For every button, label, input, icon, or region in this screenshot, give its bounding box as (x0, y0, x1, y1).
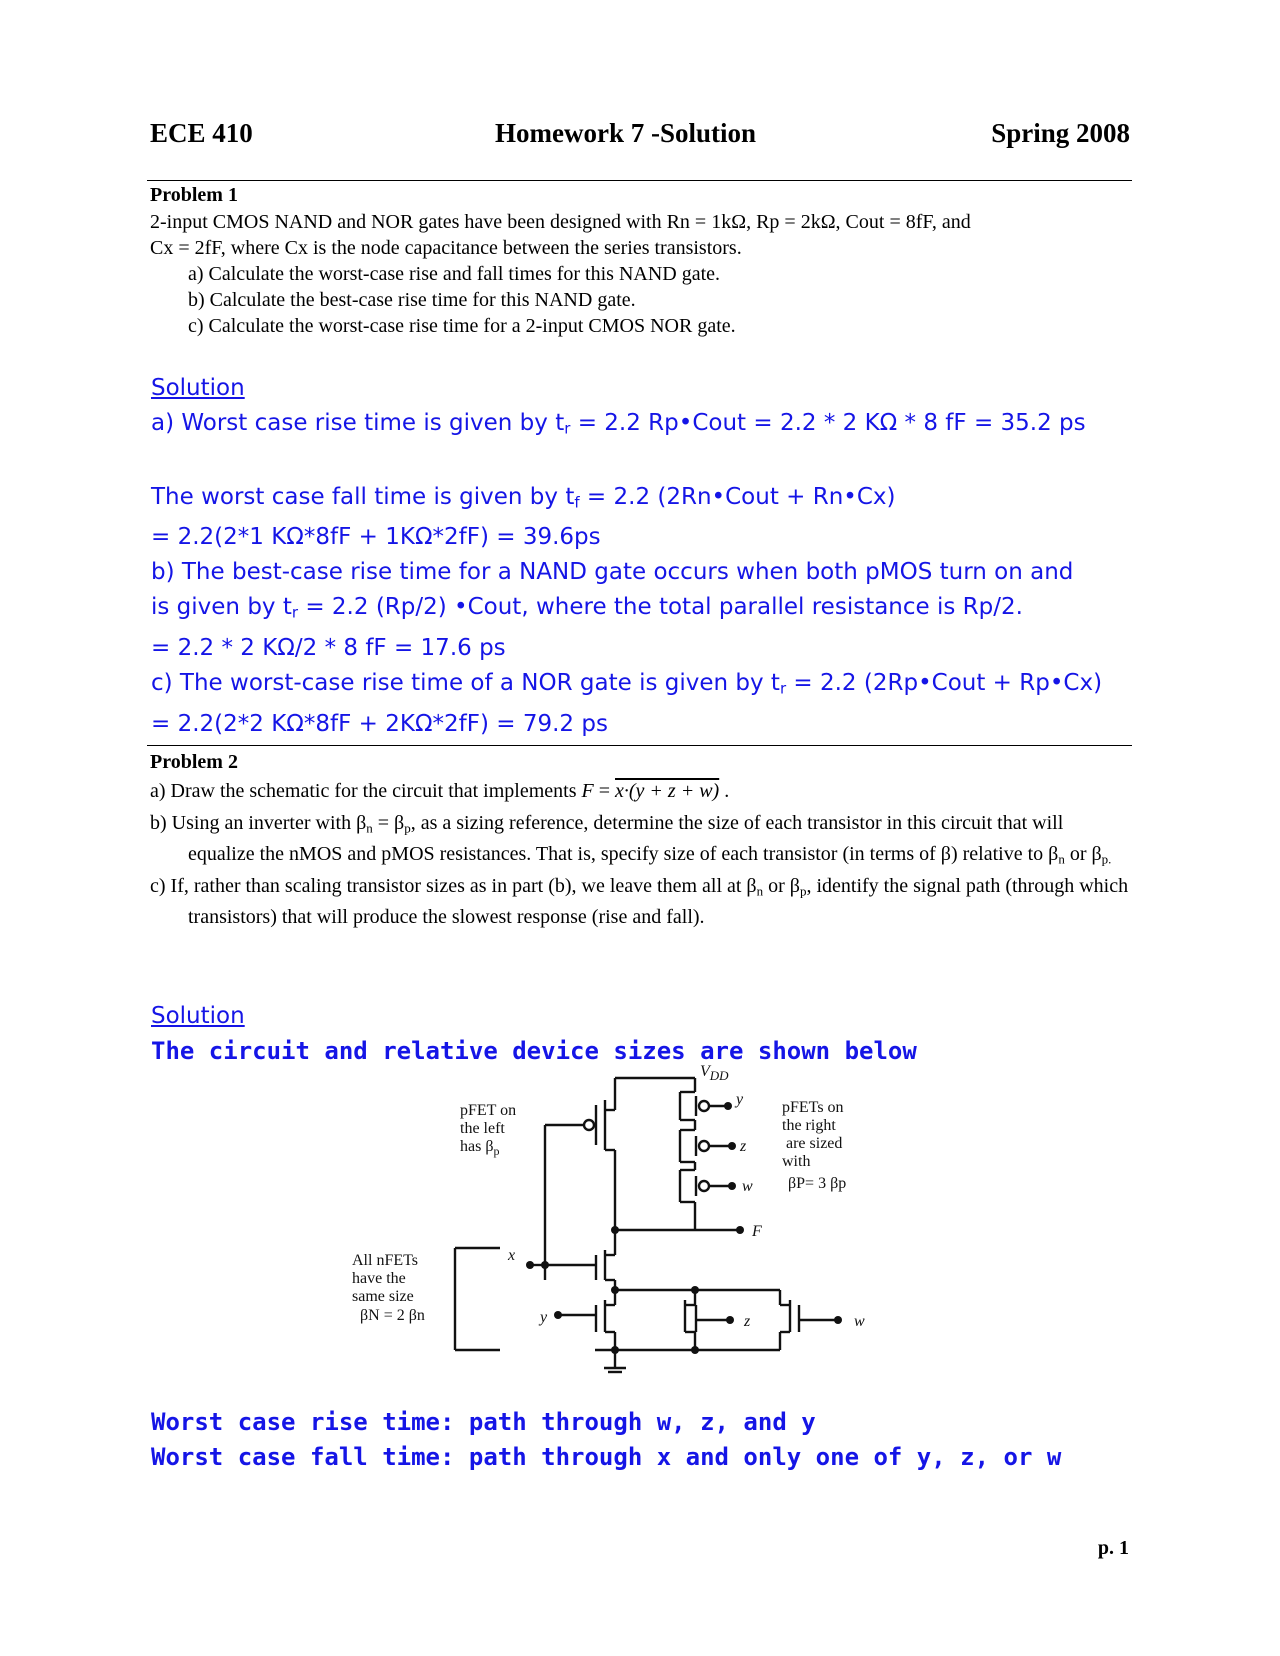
problem1-part-c: c) Calculate the worst-case rise time for a 2-input CMOS NOR gate. (188, 315, 736, 337)
problem1-part-b: b) Calculate the best-case rise time for this NAND gate. (188, 289, 636, 311)
solution1-line-fall-calc: = 2.2(2*1 KΩ*8fF + 1KΩ*2fF) = 39.6ps (151, 524, 601, 551)
pfet-right-note-5: βP= 3 βp (788, 1175, 847, 1192)
solution1-block (151, 371, 1131, 742)
pfet-left-note-3: has $\beta_p$ (460, 1138, 500, 1158)
problem1-intro-line2: Cx = 2fF, where Cx is the node capacitance between the series transistors. (150, 237, 742, 259)
pfet-right-note-1: pFETs on (782, 1099, 844, 1116)
cmos-schematic (352, 1063, 920, 1400)
problem1-intro-line1: 2-input CMOS NAND and NOR gates have been designed with Rn = 1kΩ, Rp = 2kΩ, Cout = 8fF, and (150, 211, 971, 233)
input-y-bottom: y (540, 1309, 548, 1326)
nfet-note-2: have the (352, 1270, 406, 1287)
problem2-part-b: b) Using an inverter with $\beta_n = \beta_p$, as a sizing reference, determine the size of each transistor in this circuit that will equalize the nMOS and pMOS resistances. That is, specify size of each transistor (in terms of β) relative to $\beta_n$ or $\beta_{p.}$ (150, 812, 1112, 867)
solution1-line-best-case-formula: is given by $t_r = 2.2$ (Rp/2) •Cout, where the total parallel resistance is Rp/2. (151, 594, 1023, 623)
solution2-heading: Solution (151, 1003, 245, 1029)
nfet-note-1: All nFETs (352, 1252, 418, 1269)
pfet-left-note-2: the left (460, 1120, 505, 1137)
input-w-bottom: w (854, 1313, 865, 1330)
pfet-left-note-1: pFET on (460, 1102, 517, 1119)
course-label: ECE 410 (150, 118, 253, 148)
page-header (150, 118, 1130, 158)
document-title: Homework 7 -Solution (495, 118, 757, 148)
problem2-statement (150, 778, 1130, 930)
input-x-label: x (508, 1247, 516, 1264)
problem1-part-a: a) Calculate the worst-case rise and fall times for this NAND gate. (188, 263, 721, 285)
problem1-statement (150, 209, 1130, 339)
nfet-note-4: βN = 2 βn (360, 1307, 425, 1324)
solution1-line-rise: a) Worst case rise time is given by $t_r = 2.2$ Rp•Cout = 2.2 * 2 KΩ * 8 fF = 35.2 ps (151, 410, 1086, 438)
solution1-line-nor: c) The worst-case rise time of a NOR gate is given by $t_r = 2.2$ (2Rp•Cout + Rp•Cx) (151, 670, 1103, 698)
problem2-part-c: c) If, rather than scaling transistor sizes as in part (b), we leave them all at $\beta_n$ or $\beta_p$, identify the signal path (through which transistors) that will produce the slowest response (rise and fall). (150, 874, 1129, 928)
nfet-note-3: same size (352, 1288, 414, 1305)
pfet-right-note-2: the right (782, 1117, 836, 1134)
solution1-line-best-case-calc: = 2.2 * 2 KΩ/2 * 8 fF = 17.6 ps (151, 635, 506, 662)
solution1-line-nor-calc: = 2.2(2*2 KΩ*8fF + 2KΩ*2fF) = 79.2 ps (151, 710, 608, 737)
solution2-worst-fall: Worst case fall time: path through x and only one of y, z, or w (151, 1443, 1062, 1471)
output-F-label: F (752, 1223, 762, 1240)
page-number: p. 1 (1097, 1537, 1129, 1559)
problem1-title: Problem 1 (150, 184, 238, 206)
solution2-worst-rise: Worst case rise time: path through w, z, and y (151, 1408, 816, 1436)
solution1-line-fall: The worst case fall time is given by $t_f = 2.2$ (2Rn•Cout + Rn•Cx) (151, 483, 896, 512)
header-divider (147, 180, 1132, 181)
vdd-label: $V_{DD}$ (700, 1063, 729, 1083)
pfet-right-note-3: are sized (786, 1135, 843, 1152)
term-label: Spring 2008 (991, 118, 1130, 148)
problem2-title: Problem 2 (150, 751, 238, 773)
solution1-line-best-case: b) The best-case rise time for a NAND gate occurs when both pMOS turn on and (151, 559, 1074, 586)
problem-divider (147, 745, 1132, 746)
input-z-top: z (740, 1138, 747, 1155)
input-z-bottom: z (744, 1313, 751, 1330)
problem2-part-a: a) Draw the schematic for the circuit that implements F = x·(y + z + w) . (150, 780, 730, 802)
solution2-caption: The circuit and relative device sizes are shown below (151, 1037, 917, 1065)
solution1-heading: Solution (151, 375, 245, 401)
pfet-right-note-4: with (782, 1153, 811, 1170)
input-y-top: y (736, 1091, 744, 1108)
input-w-top: w (742, 1178, 753, 1195)
